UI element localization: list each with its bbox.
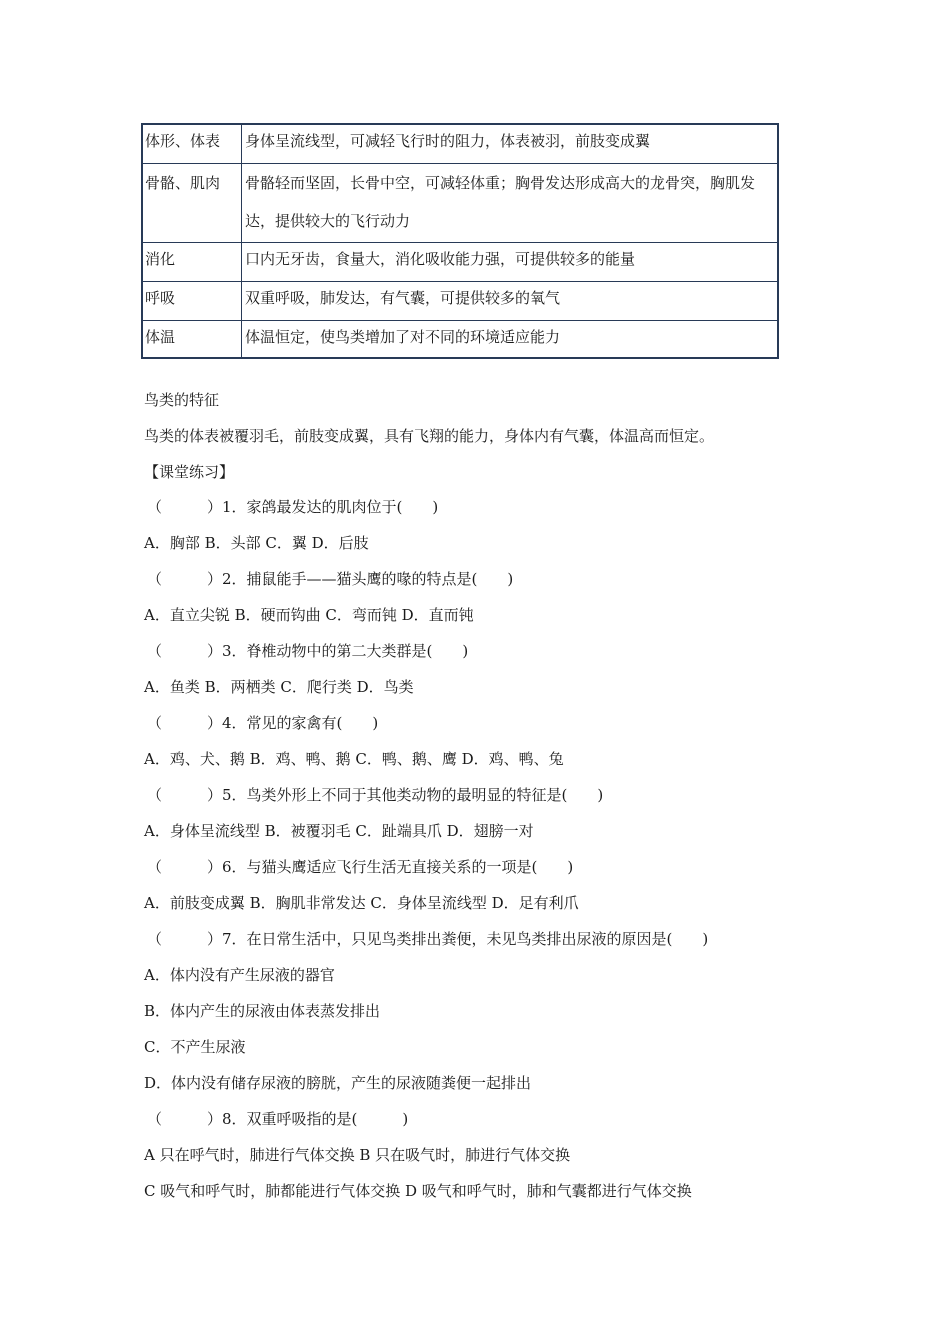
options-line: B．体内产生的尿液由体表蒸发排出 bbox=[144, 1002, 381, 1020]
question-line: （ ）5．鸟类外形上不同于其他类动物的最明显的特征是( ) bbox=[147, 786, 604, 804]
row-text: 身体呈流线型，可减轻飞行时的阻力，体表被羽，前肢变成翼 bbox=[242, 124, 779, 164]
question-line: （ ）2．捕鼠能手——猫头鹰的喙的特点是( ) bbox=[147, 570, 514, 588]
row-label: 体形、体表 bbox=[142, 124, 242, 164]
row-label: 呼吸 bbox=[142, 282, 242, 321]
row-text: 体温恒定，使鸟类增加了对不同的环境适应能力 bbox=[242, 321, 779, 359]
options-line: A．胸部 B．头部 C．翼 D．后肢 bbox=[144, 534, 369, 552]
bird-adaptation-table bbox=[141, 123, 779, 359]
row-text: 双重呼吸，肺发达，有气囊，可提供较多的氧气 bbox=[242, 282, 779, 321]
options-line: A．体内没有产生尿液的器官 bbox=[144, 966, 335, 984]
question-line: （ ）1．家鸽最发达的肌肉位于( ) bbox=[147, 498, 439, 516]
feature-text: 鸟类的体表被覆羽毛，前肢变成翼，具有飞翔的能力，身体内有气囊，体温高而恒定。 bbox=[144, 427, 715, 445]
table-row bbox=[142, 164, 778, 243]
row-text: 口内无牙齿，食量大，消化吸收能力强，可提供较多的能量 bbox=[242, 243, 779, 282]
question-line: （ ）7．在日常生活中，只见鸟类排出粪便，未见鸟类排出尿液的原因是( ) bbox=[147, 930, 709, 948]
row-label: 消化 bbox=[142, 243, 242, 282]
row-text: 骨骼轻而坚固，长骨中空，可减轻体重；胸骨发达形成高大的龙骨突，胸肌发达，提供较大的飞行动力 bbox=[242, 164, 779, 243]
question-line: （ ）4．常见的家禽有( ) bbox=[147, 714, 379, 732]
question-line: （ ）3．脊椎动物中的第二大类群是( ) bbox=[147, 642, 469, 660]
exercise-heading: 【课堂练习】 bbox=[144, 463, 235, 481]
question-line: （ ）6．与猫头鹰适应飞行生活无直接关系的一项是( ) bbox=[147, 858, 574, 876]
options-line: A．前肢变成翼 B．胸肌非常发达 C．身体呈流线型 D．足有利爪 bbox=[144, 894, 579, 912]
options-line: A．直立尖锐 B．硬而钩曲 C．弯而钝 D．直而钝 bbox=[144, 606, 474, 624]
table-row bbox=[142, 282, 778, 321]
table-row bbox=[142, 124, 778, 164]
options-line: A 只在呼气时，肺进行气体交换 B 只在吸气时，肺进行气体交换 bbox=[144, 1146, 571, 1164]
options-line: C 吸气和呼气时，肺都能进行气体交换 D 吸气和呼气时，肺和气囊都进行气体交换 bbox=[144, 1182, 692, 1200]
options-line: D．体内没有储存尿液的膀胱，产生的尿液随粪便一起排出 bbox=[144, 1074, 532, 1092]
options-line: C．不产生尿液 bbox=[144, 1038, 246, 1056]
options-line: A．鱼类 B．两栖类 C．爬行类 D．鸟类 bbox=[144, 678, 414, 696]
question-line: （ ）8．双重呼吸指的是( ) bbox=[147, 1110, 409, 1128]
row-label: 骨骼、肌肉 bbox=[142, 164, 242, 243]
feature-heading: 鸟类的特征 bbox=[144, 391, 220, 409]
table-row bbox=[142, 321, 778, 359]
row-label: 体温 bbox=[142, 321, 242, 359]
table-row bbox=[142, 243, 778, 282]
options-line: A．身体呈流线型 B．被覆羽毛 C．趾端具爪 D．翅膀一对 bbox=[144, 822, 534, 840]
options-line: A．鸡、犬、鹅 B．鸡、鸭、鹅 C．鸭、鹅、鹰 D．鸡、鸭、兔 bbox=[144, 750, 564, 768]
